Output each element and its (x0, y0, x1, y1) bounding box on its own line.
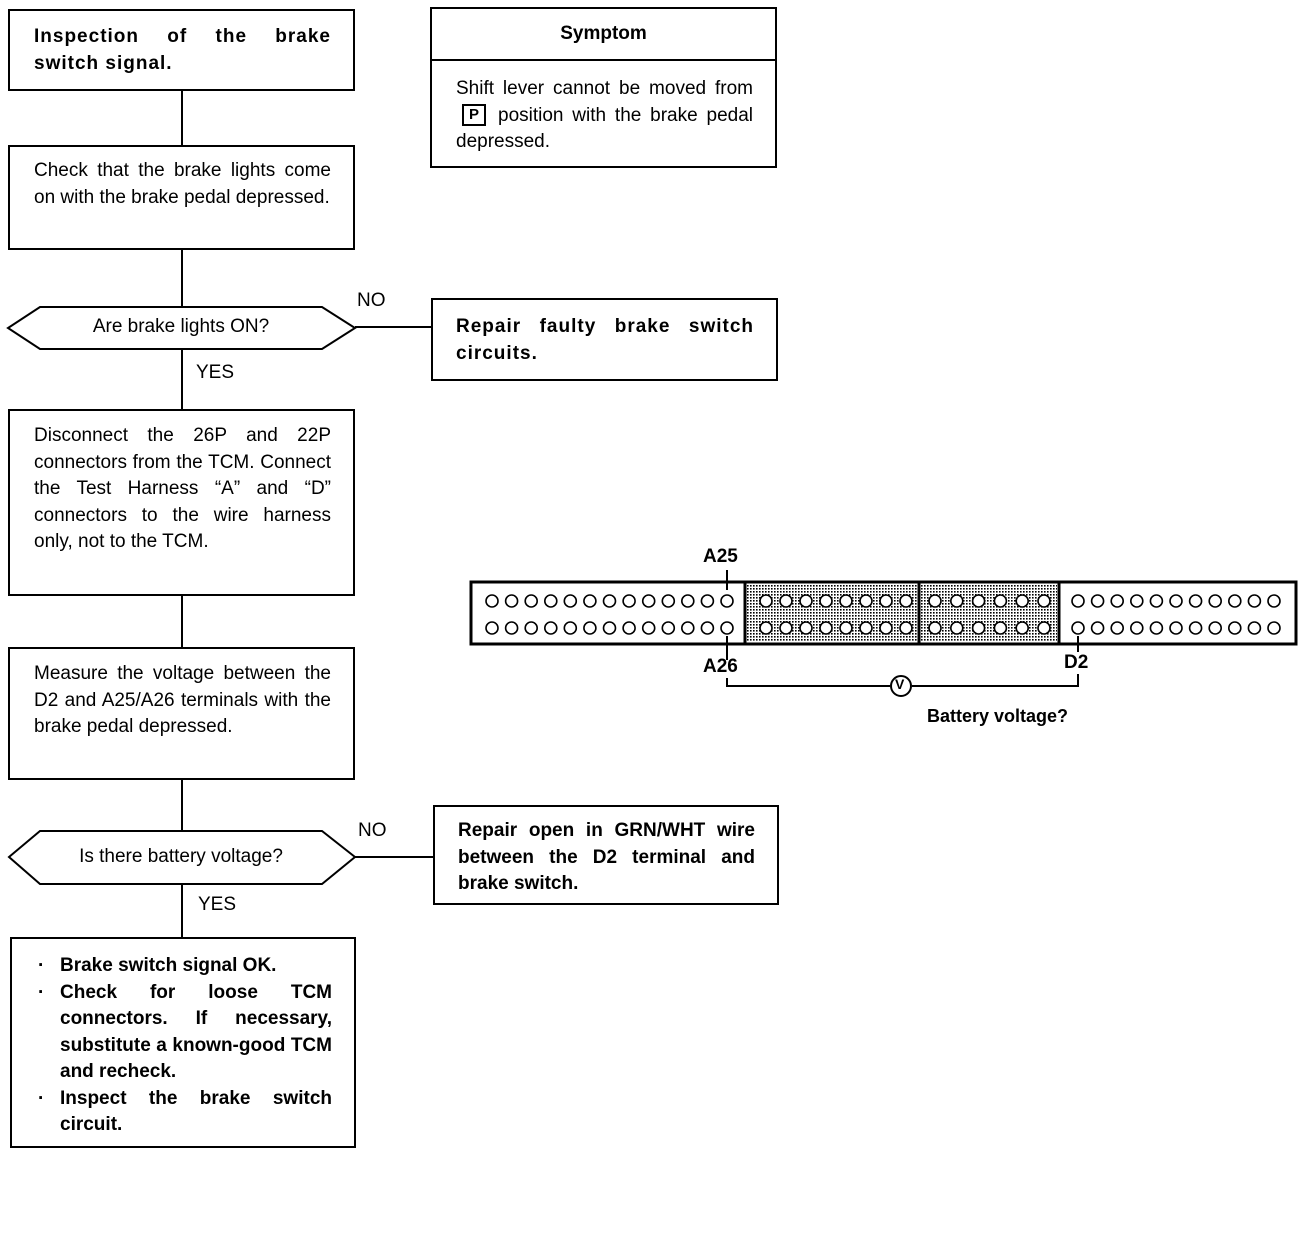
connector-pin (900, 622, 912, 634)
connector-pin (486, 595, 498, 607)
final-item-inspect-switch: · Inspect the brake switch circuit. (12, 1086, 332, 1139)
connector-pin (1072, 595, 1084, 607)
connector-pin (1092, 622, 1104, 634)
connector-pin (525, 595, 537, 607)
connector-pin (1170, 622, 1182, 634)
connector-pin (701, 622, 713, 634)
connector-pin (780, 595, 792, 607)
meter-lead-right (912, 674, 1078, 686)
connector-pin (860, 622, 872, 634)
connector-pin (604, 595, 616, 607)
connector-pin (1150, 595, 1162, 607)
connector-pin (662, 622, 674, 634)
connector-pin (643, 622, 655, 634)
meter-lead-left (727, 678, 890, 686)
connector-pin (1038, 622, 1050, 634)
connector-pin (1190, 622, 1202, 634)
connector-pin (973, 595, 985, 607)
connector-pin (1248, 622, 1260, 634)
connector-pin (623, 622, 635, 634)
symptom-title: Symptom (432, 9, 775, 61)
decision-battery-voltage-yes-label: YES (198, 894, 237, 915)
connector-pin (1072, 622, 1084, 634)
decision-brake-lights-text: Are brake lights ON? (92, 316, 270, 337)
p-position-box: P (462, 104, 486, 126)
connector-pin (880, 595, 892, 607)
decision-battery-voltage-no-label: NO (358, 820, 387, 841)
connector-pin (973, 622, 985, 634)
connector-pin (1131, 595, 1143, 607)
connector-pin (662, 595, 674, 607)
connector-pin (701, 595, 713, 607)
connector-pin (604, 622, 616, 634)
connector-pin (840, 622, 852, 634)
connector-pin (951, 622, 963, 634)
decision-brake-lights-no-label: NO (357, 290, 386, 311)
connector-pin (800, 622, 812, 634)
connector-pin (780, 622, 792, 634)
connector-shaded-section-2 (921, 584, 1057, 642)
connector-pin (623, 595, 635, 607)
connector-pin (486, 622, 498, 634)
connector-pin (760, 622, 772, 634)
symptom-text-before: Shift lever cannot be moved from (456, 78, 753, 99)
connector-pin (820, 622, 832, 634)
battery-voltage-question: Battery voltage? (927, 706, 1069, 726)
connector-pin (929, 622, 941, 634)
connector-pin (994, 595, 1006, 607)
connector-pin (840, 595, 852, 607)
connector-pin (800, 595, 812, 607)
connector-pin (900, 595, 912, 607)
symptom-text-after: position with the brake pedal depressed. (456, 104, 753, 152)
flow-step-check-brake-lights-text: Check that the brake lights come on with the brake pedal depressed. (34, 160, 331, 208)
final-item-check-tcm: · Check for loose TCM connectors. If necessary, substitute a known-good TCM and recheck. (12, 980, 332, 1086)
connector-pin (1268, 595, 1280, 607)
connector-pin (643, 595, 655, 607)
flow-step-measure-voltage-text: Measure the voltage between the D2 and A25/A26 terminals with the brake pedal depressed. (34, 663, 331, 737)
connector-pin (820, 595, 832, 607)
connector-pin (1092, 595, 1104, 607)
connector-pin (1229, 595, 1241, 607)
action-repair-open-wire-text: Repair open in GRN/WHT wire between the D2 terminal and brake switch. (458, 820, 755, 894)
a26-label: A26 (703, 656, 738, 677)
connector-pin (525, 622, 537, 634)
connector-pin (860, 595, 872, 607)
connector-pin (506, 595, 518, 607)
final-item-signal-ok: · Brake switch signal OK. (12, 953, 332, 980)
decision-battery-voltage-text: Is there battery voltage? (79, 846, 283, 867)
connector-pin (929, 595, 941, 607)
connector-pin (1131, 622, 1143, 634)
connector-pin (1170, 595, 1182, 607)
connector-pin (1016, 595, 1028, 607)
connector-pin (1111, 595, 1123, 607)
a25-label: A25 (703, 546, 738, 567)
connector-pin (760, 595, 772, 607)
connector-pin (721, 622, 733, 634)
connector-pin (506, 622, 518, 634)
action-repair-brake-switch-text: Repair faulty brake switch circuits. (456, 316, 754, 364)
connector-pin (1229, 622, 1241, 634)
connector-pin (564, 622, 576, 634)
connector-pin (721, 595, 733, 607)
flow-step-inspection-text: Inspection of the brake switch signal. (34, 26, 331, 74)
connector-pin (584, 622, 596, 634)
connector-pin (682, 595, 694, 607)
connector-pin (1209, 595, 1221, 607)
connector-pin (545, 622, 557, 634)
flow-step-disconnect-connectors-text: Disconnect the 26P and 22P connectors from the TCM. Connect the Test Harness “A” and “D” connectors to the wire harness only, not to the TCM. (34, 425, 331, 552)
connector-pin (1111, 622, 1123, 634)
connector-pin (1038, 595, 1050, 607)
meter-symbol: V (895, 676, 905, 692)
connector-pin (584, 595, 596, 607)
connector-pin (994, 622, 1006, 634)
connector-pin (1248, 595, 1260, 607)
connector-pin (951, 595, 963, 607)
connector-pin (880, 622, 892, 634)
connector-pin (1150, 622, 1162, 634)
connector-pin (545, 595, 557, 607)
connector-pin (1016, 622, 1028, 634)
d2-label: D2 (1064, 652, 1089, 673)
connector-pin (1268, 622, 1280, 634)
connector-pin (564, 595, 576, 607)
connector-pin (1209, 622, 1221, 634)
connector-pin (682, 622, 694, 634)
connector-shaded-section-1 (745, 584, 917, 642)
connector-pin (1190, 595, 1202, 607)
decision-brake-lights-yes-label: YES (196, 362, 235, 383)
